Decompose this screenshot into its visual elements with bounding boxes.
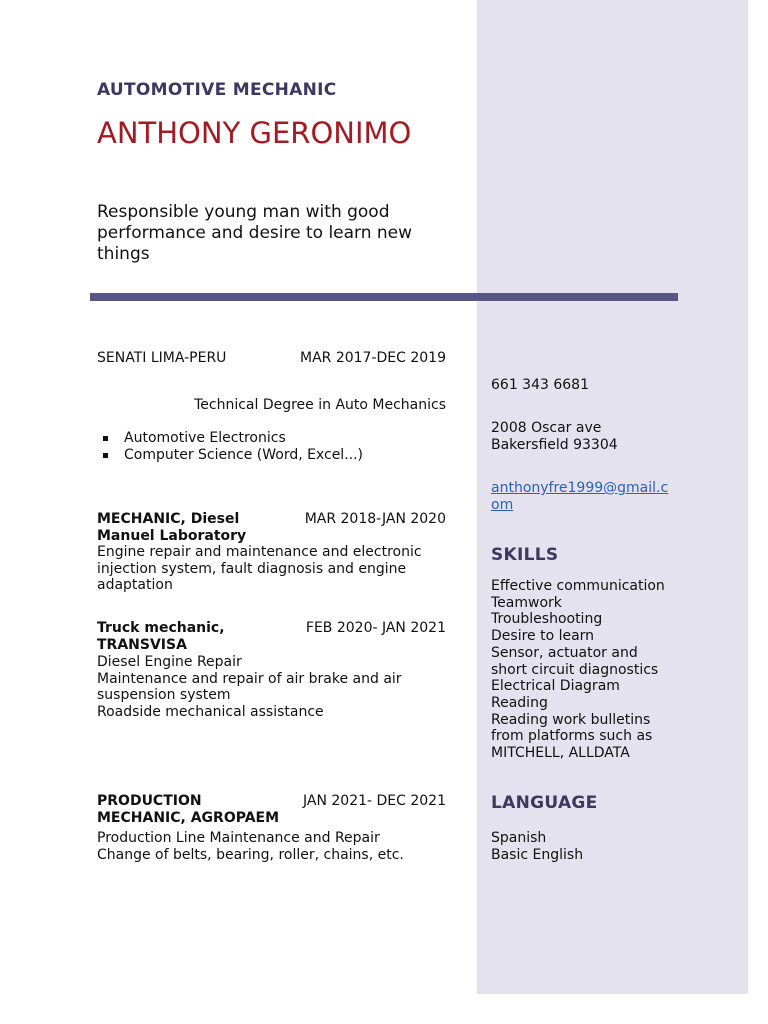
skills-list [491, 578, 665, 762]
square-bullet-icon [103, 436, 108, 441]
experience-dates: JAN 2021- DEC 2021 [303, 793, 446, 809]
list-item: Reading work bulletins [491, 711, 651, 728]
experience-title: MECHANIC, Diesel Manuel Laboratory [97, 511, 247, 544]
education-dates: MAR 2017-DEC 2019 [300, 350, 446, 366]
job-title: AUTOMOTIVE MECHANIC [97, 80, 337, 100]
list-item: Reading [491, 694, 548, 711]
language-list [491, 830, 583, 863]
list-item: from platforms such as [491, 728, 653, 745]
candidate-name: ANTHONY GERONIMO [97, 116, 412, 150]
list-item: Teamwork [491, 594, 562, 611]
skills-heading: SKILLS [491, 545, 559, 565]
list-item: short circuit diagnostics [491, 661, 659, 678]
experience-dates: FEB 2020- JAN 2021 [305, 620, 446, 636]
list-item: Basic English [491, 846, 584, 863]
experience-description: Diesel Engine Repair Maintenance and repair of air brake and air suspension system Roadside mechanical assistance [97, 654, 402, 721]
profile-summary: Responsible young man with good performance and desire to learn new things [97, 202, 413, 264]
square-bullet-icon [103, 453, 108, 458]
list-item: Automotive Electronics [97, 430, 363, 447]
list-item: MITCHELL, ALLDATA [491, 745, 630, 762]
list-item: Electrical Diagram [491, 678, 620, 695]
degree-title: Technical Degree in Auto Mechanics [194, 397, 446, 413]
experience-dates: MAR 2018-JAN 2020 [304, 511, 446, 527]
school-name: SENATI LIMA-PERU [97, 350, 227, 366]
experience-description: Production Line Maintenance and Repair Change of belts, bearing, roller, chains, etc. [97, 830, 404, 863]
experience-header [97, 793, 446, 826]
list-item: Troubleshooting [491, 611, 603, 628]
language-heading: LANGUAGE [491, 793, 598, 813]
list-item: Effective communication [491, 578, 665, 594]
email-link[interactable]: anthonyfre1999@gmail.com [491, 480, 669, 513]
list-item: Computer Science (Word, Excel...) [97, 447, 363, 464]
phone-number: 661 343 6681 [491, 377, 589, 393]
experience-header [97, 511, 446, 544]
experience-description: Engine repair and maintenance and electronic injection system, fault diagnosis and engine adaptation [97, 544, 422, 594]
experience-title: PRODUCTION MECHANIC, AGROPAEM [97, 793, 280, 826]
list-item: Desire to learn [491, 628, 595, 645]
email-block [491, 480, 671, 513]
list-item: Sensor, actuator and [491, 644, 638, 661]
experience-title: Truck mechanic, TRANSVISA [97, 620, 225, 653]
address: 2008 Oscar ave Bakersfield 93304 [491, 420, 618, 453]
education-items [97, 430, 363, 463]
experience-header [97, 620, 446, 653]
header-divider [90, 293, 678, 301]
education-row [97, 350, 446, 367]
list-item: Spanish [491, 830, 547, 846]
